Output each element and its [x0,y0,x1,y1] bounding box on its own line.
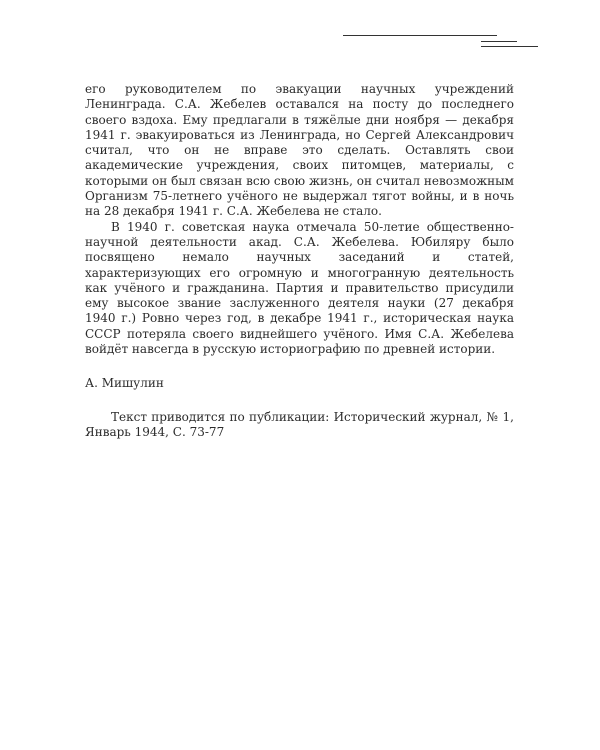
header-rule-medium [481,46,538,47]
header-rule-short [481,41,517,42]
author-signature: А. Мишулин [85,376,164,391]
source-note: Текст приводится по публикации: Исторический журнал, № 1, Январь 1944, С. 73-77 [85,409,514,439]
header-rule-long [343,35,497,36]
paragraph-evacuation: его руководителем по эвакуации научных учреждений Ленинграда. С.А. Жебелев оставался на посту до последнего своего вздоха. Ему предлагали в тяжёлые дни ноября — декабря 1941 г. эвакуироваться из Ленинграда, но Сергей Александрович считал, что он не вправе это сделать. Оставлять свои академические учреждения, своих питомцев, материалы, с которыми он был связан всю свою жизнь, он считал невозможным Организм 75-летнего учёного не выдержал тягот войны, и в ночь на 28 декабря 1941 г. С.А. Жебелева не стало. [85,82,514,219]
article-body [85,82,514,440]
paragraph-jubilee: В 1940 г. советская наука отмечала 50-летие общественно-научной деятельности акад. С.А. Жебелева. Юбиляру было посвящено немало научных заседаний и статей, характеризующих его огромную и многогранную деятельность как учёного и гражданина. Партия и правительство присудили ему высокое звание заслуженного деятеля науки (27 декабря 1940 г.) Ровно через год, в декабре 1941 г., историческая наука СССР потеряла своего виднейшего учёного. Имя С.А. Жебелева войдёт навсегда в русскую историографию по древней истории. [85,219,514,357]
